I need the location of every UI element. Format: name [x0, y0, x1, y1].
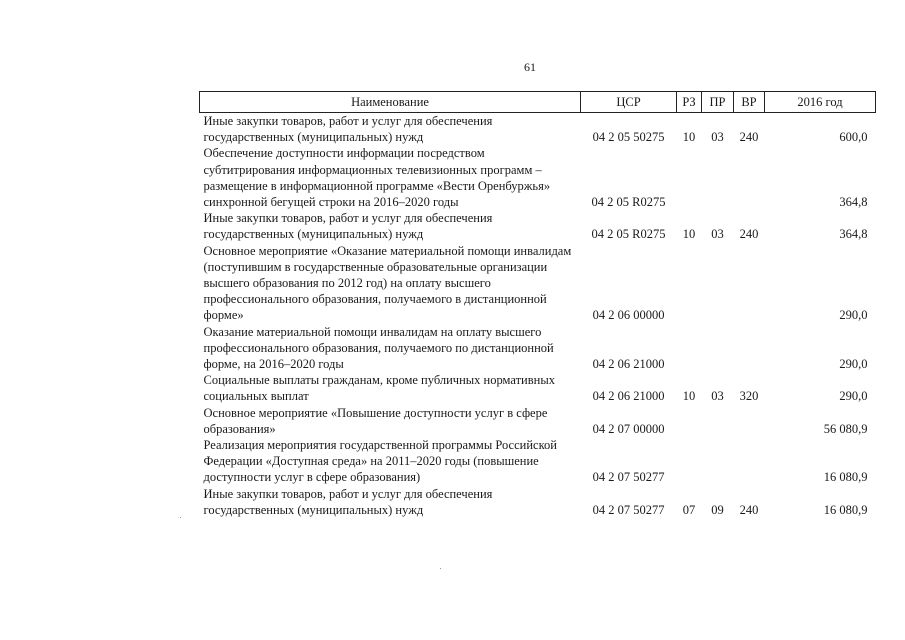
row-vr: 240: [739, 227, 759, 242]
row-csr: 04 2 07 50277: [592, 502, 665, 517]
row-rz: [677, 145, 702, 210]
row-name: Обеспечение доступности информации посредством субтитрирования информационных телевизионных программ – размещение в информационной программе «Вести Оренбуржья» синхронной бегущей строки на 2016–2020 годы: [203, 146, 551, 210]
table-row: [200, 210, 876, 242]
row-rz: [677, 243, 702, 324]
row-name: Иные закупки товаров, работ и услуг для обеспечения государственных (муниципальных) нужд: [203, 211, 493, 242]
row-csr: 04 2 06 00000: [592, 308, 665, 323]
row-csr: 04 2 05 R0275: [591, 227, 666, 242]
header-rz: РЗ: [677, 92, 702, 113]
row-rz: [677, 437, 702, 486]
scan-speck: [180, 517, 181, 518]
row-name: Основное мероприятие «Оказание материальной помощи инвалидам (поступившим в государственные образовательные организации высшего образования по 2012 год) на оплату высшего профессионального образования, получаемого в дистанционной форме»: [203, 243, 572, 323]
row-amount: 364,8: [839, 227, 868, 242]
scan-speck: [440, 568, 441, 569]
row-csr: 04 2 06 21000: [592, 357, 665, 372]
table-row: [200, 437, 876, 486]
row-vr: [734, 405, 765, 437]
table-row: [200, 372, 876, 404]
row-csr: 04 2 06 21000: [592, 389, 665, 404]
row-amount: 290,0: [839, 389, 868, 404]
header-csr: ЦСР: [581, 92, 677, 113]
table-row: [200, 405, 876, 437]
row-amount: 56 080,9: [823, 421, 868, 436]
row-amount: 290,0: [839, 308, 868, 323]
table-row: [200, 486, 876, 518]
row-rz: [677, 405, 702, 437]
row-vr: 320: [739, 389, 759, 404]
row-rz: 10: [682, 130, 696, 145]
row-csr: 04 2 05 50275: [592, 130, 665, 145]
table-row: [200, 113, 876, 146]
row-amount: 364,8: [839, 195, 868, 210]
row-pr: [702, 405, 734, 437]
row-vr: [734, 145, 765, 210]
row-pr: [702, 324, 734, 373]
row-pr: [702, 437, 734, 486]
row-name: Иные закупки товаров, работ и услуг для обеспечения государственных (муниципальных) нужд: [203, 114, 493, 145]
row-pr: 03: [711, 130, 724, 145]
table-row: [200, 324, 876, 373]
row-name: Социальные выплаты гражданам, кроме публичных нормативных социальных выплат: [203, 373, 555, 404]
row-amount: 16 080,9: [823, 502, 868, 517]
header-amount: 2016 год: [765, 92, 876, 113]
row-name: Иные закупки товаров, работ и услуг для обеспечения государственных (муниципальных) нужд: [203, 486, 493, 517]
row-csr: 04 2 05 R0275: [591, 195, 666, 210]
row-rz: 07: [682, 502, 696, 517]
header-name: Наименование: [200, 92, 581, 113]
row-pr: 03: [711, 227, 724, 242]
row-rz: 10: [682, 389, 696, 404]
row-rz: 10: [682, 227, 696, 242]
row-csr: 04 2 07 00000: [592, 421, 665, 436]
row-name: Реализация мероприятия государственной программы Российской Федерации «Доступная среда» на 2011–2020 годы (повышение доступности услуг в сфере образования): [203, 438, 557, 485]
page-number: 61: [524, 60, 536, 74]
row-pr: [702, 243, 734, 324]
row-rz: [677, 324, 702, 373]
budget-table: [199, 91, 876, 518]
row-vr: [734, 437, 765, 486]
row-csr: 04 2 07 50277: [592, 470, 665, 485]
row-vr: [734, 324, 765, 373]
row-pr: [702, 145, 734, 210]
row-pr: 03: [711, 389, 724, 404]
row-name: Оказание материальной помощи инвалидам на оплату высшего профессионального образования, получаемого по дистанционной форме, на 2016–2020 годы: [203, 324, 554, 372]
row-name: Основное мероприятие «Повышение доступности услуг в сфере образования»: [203, 405, 548, 436]
row-pr: 09: [711, 502, 724, 517]
row-vr: 240: [739, 502, 759, 517]
row-vr: [734, 243, 765, 324]
table-row: [200, 145, 876, 210]
header-pr: ПР: [702, 92, 734, 113]
table-header: [200, 92, 876, 113]
row-amount: 290,0: [839, 357, 868, 372]
row-amount: 16 080,9: [823, 470, 868, 485]
table-row: [200, 243, 876, 324]
header-vr: ВР: [734, 92, 765, 113]
table-body: [200, 113, 876, 519]
row-amount: 600,0: [839, 130, 868, 145]
row-vr: 240: [739, 130, 759, 145]
